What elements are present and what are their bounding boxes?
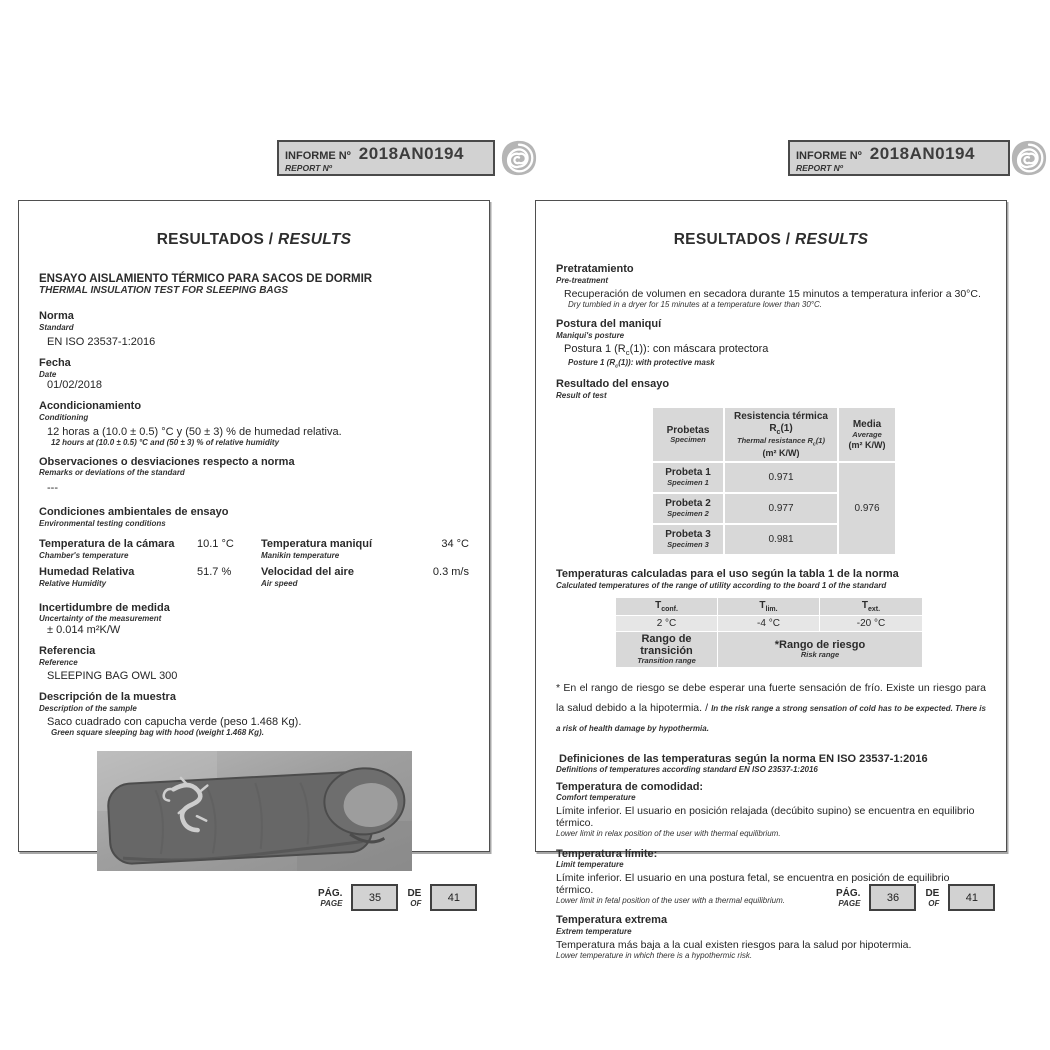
row-probeta-2: Probeta 2 Specimen 2 xyxy=(653,494,723,523)
postura-value-en: Posture 1 $(R_c(1))$: with protective mask xyxy=(568,357,715,370)
test-title-es: ENSAYO AISLAMIENTO TÉRMICO PARA SACOS DE DORMIR xyxy=(39,273,373,285)
report-label-en: REPORT Nº xyxy=(285,163,332,173)
th-specimen: Probetas Specimen xyxy=(653,408,723,460)
norma-label-en: Standard xyxy=(39,322,74,332)
range-risk: *Rango de riesgo Risk range xyxy=(718,632,922,666)
value-average: 0.976 xyxy=(839,463,895,554)
ref-label-en: Reference xyxy=(39,657,78,667)
field-resultado xyxy=(556,378,986,400)
th-resistance: Resistencia térmica $R_c(1)$ Thermal resistance $R_c(1)$ (m² K/W) xyxy=(725,408,837,460)
value-probeta-2: 0.977 xyxy=(725,494,837,523)
result-table xyxy=(653,408,986,553)
field-fecha xyxy=(39,357,469,391)
page-number-box: 36 xyxy=(869,884,916,911)
cond-label-en: Environmental testing conditions xyxy=(39,518,166,528)
postura-value-es: Postura 1 $(R_c(1))$: con máscara protectora xyxy=(564,343,769,358)
de-label: DE OF xyxy=(407,887,422,908)
range-transition: Rango de transición Transition range xyxy=(616,632,717,666)
incert-label-en: Uncertainty of the measurement xyxy=(39,614,162,624)
informe-label: INFORME Nº xyxy=(285,150,351,162)
th-media: Media Average (m² K/W) xyxy=(839,408,895,460)
report-label-en: REPORT Nº xyxy=(796,163,843,173)
test-title-en: THERMAL INSULATION TEST FOR SLEEPING BAGS xyxy=(39,285,289,296)
row-probeta-1: Probeta 1 Specimen 1 xyxy=(653,463,723,492)
pag-label: PÁG. PAGE xyxy=(836,887,861,908)
env-item: Temperatura de la cámara Chamber's temperature xyxy=(39,538,175,560)
pretrat-value-en: Dry tumbled in a dryer for 15 minutes at a temperature lower than 30°C. xyxy=(568,300,822,310)
report-number-box-right xyxy=(788,140,1010,176)
field-pretratamiento xyxy=(556,263,986,309)
env-value: 10.1 °C xyxy=(197,538,234,551)
page-35 xyxy=(18,200,490,852)
env-item: Temperatura maniquí Manikin temperature xyxy=(261,538,373,560)
value-text: -20 °C xyxy=(820,616,922,631)
page-title xyxy=(556,231,986,249)
obs-value: --- xyxy=(47,481,58,494)
acond-label-es: Acondicionamiento xyxy=(39,400,142,413)
page-title-es: RESULTADOS / xyxy=(673,231,791,248)
desc-label-en: Description of the sample xyxy=(39,703,137,713)
env-item: Velocidad del aire Air speed xyxy=(261,566,354,589)
informe-label: INFORME Nº xyxy=(796,150,862,162)
field-norma xyxy=(39,310,469,348)
field-acondicionamiento xyxy=(39,400,469,446)
total-pages-box: 41 xyxy=(948,884,995,911)
env-value: 0.3 m/s xyxy=(432,566,469,579)
pretrat-label-es: Pretratamiento xyxy=(556,263,634,275)
spiral-logo xyxy=(500,139,538,177)
resultado-label-es: Resultado del ensayo xyxy=(556,378,670,391)
env-item: Humedad Relativa Relative Humidity xyxy=(39,566,135,589)
value-tlim: -4 °C xyxy=(718,616,819,631)
th-tconf: $T_{conf.}$ xyxy=(616,598,717,615)
env-value: 34 °C xyxy=(441,538,469,551)
section-temp-calc xyxy=(556,568,986,590)
desc-value-en: Green square sleeping bag with hood (weight 1.468 Kg). xyxy=(51,728,264,738)
ref-value: SLEEPING BAG OWL 300 xyxy=(47,670,178,683)
value-probeta-1: 0.971 xyxy=(725,463,837,492)
temperature-table xyxy=(616,598,986,666)
field-descripcion xyxy=(39,691,469,737)
acond-value-es: 12 horas a (10.0 ± 0.5) °C y (50 ± 3) % de humedad relativa. xyxy=(47,425,342,438)
postura-label-en: Maniqui's posture xyxy=(556,330,625,340)
pag-label: PÁG. PAGE xyxy=(318,887,343,908)
obs-label-en: Remarks or deviations of the standard xyxy=(39,468,185,478)
field-observaciones xyxy=(39,456,469,494)
ref-label-es: Referencia xyxy=(39,644,96,657)
report-number: 2018AN0194 xyxy=(869,144,975,163)
footer-right xyxy=(836,884,995,911)
fecha-label-es: Fecha xyxy=(39,357,71,370)
def-extreme: Temperatura extrema Extrem temperature Temperatura más baja a la cual existen riesgos para la salud por hipotermia. Lower temperature in which there is a hypothermic risk. xyxy=(556,914,912,960)
footer-left xyxy=(318,884,477,911)
report-number-box-left xyxy=(277,140,495,176)
page-number-box: 35 xyxy=(351,884,398,911)
fecha-value: 01/02/2018 xyxy=(47,379,103,392)
page-title-en: RESULTS xyxy=(795,231,869,248)
pretrat-value-es: Recuperación de volumen en secadora durante 15 minutos a temperatura inferior a 30°C. xyxy=(564,288,981,301)
env-grid xyxy=(39,538,469,588)
field-referencia xyxy=(39,645,469,682)
row-probeta-3: Probeta 3 Specimen 3 xyxy=(653,525,723,554)
spiral-logo xyxy=(1010,139,1048,177)
risk-note: * En el rango de riesgo se debe esperar una fuerte sensación de frío. Existe un riesgo para la salud debido a la hipotermia. / In the risk range a strong sensation of cold has to be expected. There is a risk of health damage by hypothermia. xyxy=(556,681,986,733)
desc-label-es: Descripción de la muestra xyxy=(39,691,176,704)
fecha-label-en: Date xyxy=(39,369,57,379)
defs-title-es: Definiciones de las temperaturas según la norma EN ISO 23537-1:2016 xyxy=(559,752,928,765)
def-comfort: Temperatura de comodidad: Comfort temperature Límite inferior. El usuario en posición relajada (decúbito supino) se encuentra en equilibrio térmico. Lower limit in relax position of the user with thermal equilibrium. xyxy=(556,780,975,839)
value-probeta-3: 0.981 xyxy=(725,525,837,554)
total-pages-box: 41 xyxy=(430,884,477,911)
acond-value-en: 12 hours at (10.0 ± 0.5) °C and (50 ± 3) % of relative humidity xyxy=(51,437,280,447)
cond-label-es: Condiciones ambientales de ensayo xyxy=(39,505,229,518)
page-title-en: RESULTS xyxy=(278,231,352,248)
postura-label-es: Postura del maniquí xyxy=(556,318,662,331)
def-limit: Temperatura límite: Limit temperature Límite inferior. El usuario en una postura fetal, se encuentra en posición de equilibrio térmico. Lower limit in fetal position of the user with a thermal equilibrium. xyxy=(556,847,950,905)
page-title-es: RESULTADOS / xyxy=(156,231,274,248)
resultado-label-en: Result of test xyxy=(556,390,607,400)
env-value: 51.7 % xyxy=(197,566,232,579)
de-label: DE OF xyxy=(925,887,940,908)
field-incertidumbre xyxy=(39,602,469,636)
page-title xyxy=(39,231,469,249)
sample-photo xyxy=(97,751,412,871)
report-number: 2018AN0194 xyxy=(358,144,464,163)
desc-value-es: Saco cuadrado con capucha verde (peso 1.468 Kg). xyxy=(47,716,302,729)
section-env-conditions xyxy=(39,506,469,589)
temp-calc-label-es: Temperaturas calculadas para el uso según la tabla 1 de la norma xyxy=(556,567,899,580)
pretrat-label-en: Pre-treatment xyxy=(556,275,609,285)
field-postura xyxy=(556,318,986,369)
norma-value: EN ISO 23537-1:2016 xyxy=(47,336,156,349)
obs-label-es: Observaciones o desviaciones respecto a norma xyxy=(39,455,295,468)
acond-label-en: Conditioning xyxy=(39,413,89,423)
incert-value: ± 0.014 m²K/W xyxy=(47,623,121,636)
temp-calc-label-en: Calculated temperatures of the range of utility according to the board 1 of the standard xyxy=(556,580,887,590)
defs-title-en: Definitions of temperatures according standard EN ISO 23537-1:2016 xyxy=(556,765,818,775)
incert-label-es: Incertidumbre de medida xyxy=(39,601,170,614)
th-tlim: $T_{lim.}$ xyxy=(718,598,819,615)
defs-title xyxy=(556,753,986,775)
th-text: $T_{ext.}$ xyxy=(820,598,922,615)
norma-label-es: Norma xyxy=(39,310,74,322)
value-tconf: 2 °C xyxy=(616,616,717,631)
